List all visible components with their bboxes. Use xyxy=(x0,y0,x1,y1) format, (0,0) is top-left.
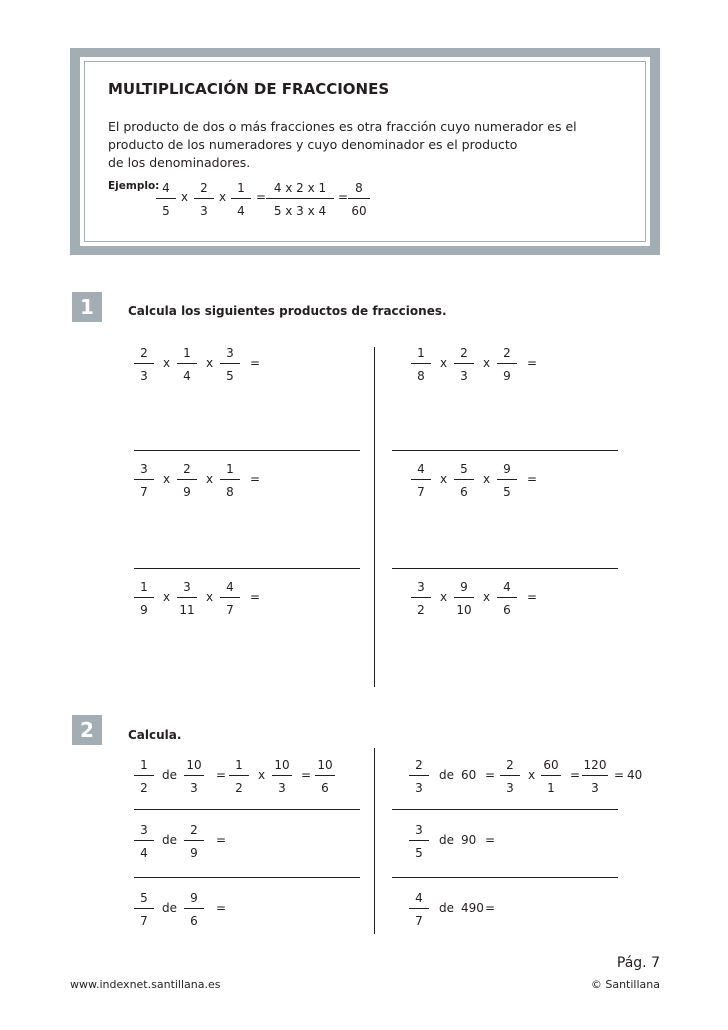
fraction xyxy=(134,345,154,384)
times-sign: x xyxy=(163,356,171,370)
times-sign: x xyxy=(206,590,214,604)
denominator: 6 xyxy=(190,914,198,928)
exercise-number-badge: 1 xyxy=(72,292,102,322)
numerator: 3 xyxy=(415,823,423,837)
fraction-bar xyxy=(272,775,292,776)
numerator: 1 xyxy=(417,346,425,360)
fraction xyxy=(315,757,335,796)
fraction-bar xyxy=(497,479,517,480)
page-title: MULTIPLICACIÓN DE FRACCIONES xyxy=(108,80,390,98)
numerator: 1 xyxy=(183,346,191,360)
fraction-bar xyxy=(220,597,240,598)
denominator: 7 xyxy=(140,485,148,499)
denominator: 3 xyxy=(506,781,514,795)
denominator: 7 xyxy=(140,914,148,928)
de-label: de xyxy=(162,833,177,847)
times-sign: x xyxy=(440,472,448,486)
numerator: 5 xyxy=(140,891,148,905)
numerator: 1 xyxy=(235,758,243,772)
denominator: 5 xyxy=(415,846,423,860)
denominator: 10 xyxy=(456,603,472,617)
times-sign: x xyxy=(206,356,214,370)
times-sign: x xyxy=(440,356,448,370)
answer-line xyxy=(134,450,360,451)
numerator: 4 xyxy=(503,580,511,594)
answer-line xyxy=(134,809,360,810)
fraction-bar xyxy=(497,363,517,364)
numerator: 2 xyxy=(415,758,423,772)
fraction xyxy=(177,579,197,618)
fraction-bar xyxy=(184,908,204,909)
fraction-bar xyxy=(220,363,240,364)
numerator: 1 xyxy=(140,758,148,772)
fraction-bar xyxy=(134,775,154,776)
fraction-bar xyxy=(229,775,249,776)
example-fraction xyxy=(156,180,176,219)
denominator: 9 xyxy=(183,485,191,499)
denominator: 6 xyxy=(321,781,329,795)
de-label: de xyxy=(162,901,177,915)
equals-sign: = xyxy=(250,356,261,370)
example-expanded-fraction xyxy=(266,180,334,219)
denominator: 60 xyxy=(351,204,367,218)
fraction-bar xyxy=(184,840,204,841)
fraction xyxy=(582,757,608,796)
equals-sign: = xyxy=(216,833,227,847)
fraction xyxy=(541,757,561,796)
fraction xyxy=(229,757,249,796)
equals-sign: = xyxy=(614,768,625,782)
fraction-bar xyxy=(497,597,517,598)
footer-copyright: © Santillana xyxy=(590,978,660,991)
answer-line xyxy=(134,568,360,569)
numerator: 4 xyxy=(162,181,170,195)
exercise-instruction: Calcula los siguientes productos de fracciones. xyxy=(128,304,447,318)
de-label: de xyxy=(439,768,454,782)
exercise-number-badge: 2 xyxy=(72,715,102,745)
fraction-bar xyxy=(409,840,429,841)
fraction-bar xyxy=(454,597,474,598)
fraction xyxy=(134,461,154,500)
equals-sign: = xyxy=(527,356,538,370)
fraction xyxy=(497,579,517,618)
numerator: 2 xyxy=(183,462,191,476)
fraction xyxy=(177,345,197,384)
fraction xyxy=(454,579,474,618)
numerator: 60 xyxy=(543,758,559,772)
times-sign: x xyxy=(258,768,266,782)
fraction xyxy=(220,345,240,384)
fraction xyxy=(409,822,429,861)
denominator: 4 xyxy=(237,204,245,218)
denominator: 3 xyxy=(190,781,198,795)
equals-sign: = xyxy=(485,768,496,782)
denominator: 8 xyxy=(226,485,234,499)
numerator: 4 xyxy=(226,580,234,594)
fraction xyxy=(411,345,431,384)
fraction-bar xyxy=(454,479,474,480)
equals-sign: = xyxy=(485,901,496,915)
denominator: 2 xyxy=(140,781,148,795)
fraction-bar xyxy=(134,908,154,909)
denominator: 3 xyxy=(591,781,599,795)
numerator: 9 xyxy=(460,580,468,594)
fraction-bar xyxy=(177,479,197,480)
denominator: 1 xyxy=(547,781,555,795)
equals-sign: = xyxy=(216,768,227,782)
numerator: 3 xyxy=(183,580,191,594)
fraction xyxy=(272,757,292,796)
denominator: 4 xyxy=(183,369,191,383)
times-sign: x xyxy=(163,590,171,604)
denominator: 5 xyxy=(226,369,234,383)
denominator: 9 xyxy=(190,846,198,860)
numerator: 2 xyxy=(506,758,514,772)
fraction-bar xyxy=(220,479,240,480)
numerator: 10 xyxy=(317,758,333,772)
numerator: 1 xyxy=(237,181,245,195)
denominator: 3 xyxy=(200,204,208,218)
answer-line xyxy=(392,450,618,451)
numerator: 1 xyxy=(140,580,148,594)
fraction-bar xyxy=(582,775,608,776)
denominator: 11 xyxy=(179,603,195,617)
numerator: 3 xyxy=(140,462,148,476)
times-sign: x xyxy=(163,472,171,486)
intro-line: El producto de dos o más fracciones es otra fracción cuyo numerador es el xyxy=(108,119,577,134)
denominator: 7 xyxy=(415,914,423,928)
de-label: de xyxy=(439,833,454,847)
fraction xyxy=(177,461,197,500)
fraction xyxy=(134,579,154,618)
fraction xyxy=(184,890,204,929)
fraction xyxy=(134,890,154,929)
fraction-bar xyxy=(134,479,154,480)
fraction-bar xyxy=(409,775,429,776)
times-sign: x xyxy=(206,472,214,486)
column-divider xyxy=(374,347,375,687)
numerator: 9 xyxy=(503,462,511,476)
equals-sign: = xyxy=(570,768,581,782)
times-sign: x xyxy=(528,768,536,782)
denominator: 9 xyxy=(503,369,511,383)
fraction-bar xyxy=(541,775,561,776)
equals-sign: = xyxy=(250,472,261,486)
fraction-bar xyxy=(134,840,154,841)
fraction-bar xyxy=(411,597,431,598)
fraction xyxy=(134,822,154,861)
answer-line xyxy=(392,809,618,810)
fraction-bar xyxy=(177,363,197,364)
quantity: 60 xyxy=(461,768,477,782)
equals-sign: = xyxy=(527,472,538,486)
exercise-instruction: Calcula. xyxy=(128,728,182,742)
denominator: 3 xyxy=(415,781,423,795)
denominator: 9 xyxy=(140,603,148,617)
times-sign: x xyxy=(181,190,189,204)
equals-sign: = xyxy=(338,190,349,204)
de-label: de xyxy=(162,768,177,782)
numerator: 120 xyxy=(583,758,607,772)
equals-sign: = xyxy=(485,833,496,847)
times-sign: x xyxy=(219,190,227,204)
denominator: 6 xyxy=(503,603,511,617)
times-sign: x xyxy=(483,472,491,486)
denominator: 6 xyxy=(460,485,468,499)
denominator: 5 xyxy=(162,204,170,218)
fraction xyxy=(411,461,431,500)
example-label: Ejemplo: xyxy=(108,180,160,192)
fraction xyxy=(497,345,517,384)
numerator: 2 xyxy=(190,823,198,837)
numerator: 2 xyxy=(140,346,148,360)
denominator: 2 xyxy=(417,603,425,617)
fraction-bar xyxy=(134,597,154,598)
denominator: 7 xyxy=(226,603,234,617)
times-sign: x xyxy=(440,590,448,604)
denominator: 3 xyxy=(460,369,468,383)
answer-line xyxy=(392,568,618,569)
denominator: 2 xyxy=(235,781,243,795)
fraction xyxy=(411,579,431,618)
numerator: 3 xyxy=(140,823,148,837)
de-label: de xyxy=(439,901,454,915)
denominator: 5 xyxy=(503,485,511,499)
times-sign: x xyxy=(483,356,491,370)
answer-line xyxy=(134,877,360,878)
example-result-fraction xyxy=(348,180,370,219)
fraction xyxy=(454,461,474,500)
equals-sign: = xyxy=(250,590,261,604)
fraction-bar xyxy=(134,363,154,364)
numerator: 10 xyxy=(274,758,290,772)
fraction-bar xyxy=(454,363,474,364)
equals-sign: = xyxy=(527,590,538,604)
quantity: 90 xyxy=(461,833,477,847)
fraction xyxy=(184,822,204,861)
numerator: 8 xyxy=(355,181,363,195)
numerator: 3 xyxy=(417,580,425,594)
fraction-bar xyxy=(411,479,431,480)
numerator: 5 xyxy=(460,462,468,476)
numerator: 4 xyxy=(415,891,423,905)
numerator: 2 xyxy=(200,181,208,195)
intro-line: producto de los numeradores y cuyo denominador es el producto xyxy=(108,137,518,152)
denominator: 4 xyxy=(140,846,148,860)
denominator: 5 x 3 x 4 xyxy=(273,204,327,218)
fraction-bar xyxy=(500,775,520,776)
footer-url[interactable]: www.indexnet.santillana.es xyxy=(70,978,221,991)
numerator: 4 xyxy=(417,462,425,476)
quantity: 490 xyxy=(461,901,484,915)
answer-line xyxy=(392,877,618,878)
denominator: 7 xyxy=(417,485,425,499)
intro-text xyxy=(108,118,588,172)
denominator: 3 xyxy=(140,369,148,383)
result: 40 xyxy=(627,768,643,782)
denominator: 8 xyxy=(417,369,425,383)
fraction xyxy=(409,757,429,796)
fraction-bar xyxy=(409,908,429,909)
column-divider xyxy=(374,748,375,934)
fraction xyxy=(454,345,474,384)
times-sign: x xyxy=(483,590,491,604)
fraction xyxy=(220,461,240,500)
numerator: 4 x 2 x 1 xyxy=(273,181,327,195)
fraction-bar xyxy=(315,775,335,776)
numerator: 1 xyxy=(226,462,234,476)
denominator: 3 xyxy=(278,781,286,795)
fraction xyxy=(184,757,204,796)
example-fraction xyxy=(194,180,214,219)
equals-sign: = xyxy=(256,190,267,204)
fraction xyxy=(497,461,517,500)
equals-sign: = xyxy=(216,901,227,915)
numerator: 9 xyxy=(190,891,198,905)
numerator: 2 xyxy=(503,346,511,360)
fraction-bar xyxy=(411,363,431,364)
fraction-bar xyxy=(177,597,197,598)
fraction xyxy=(409,890,429,929)
equals-sign: = xyxy=(301,768,312,782)
fraction xyxy=(134,757,154,796)
example-fraction xyxy=(231,180,251,219)
intro-line: de los denominadores. xyxy=(108,155,251,170)
page-number: Pág. 7 xyxy=(616,955,660,971)
numerator: 2 xyxy=(460,346,468,360)
numerator: 3 xyxy=(226,346,234,360)
fraction xyxy=(220,579,240,618)
fraction xyxy=(500,757,520,796)
numerator: 10 xyxy=(186,758,202,772)
fraction-bar xyxy=(184,775,204,776)
